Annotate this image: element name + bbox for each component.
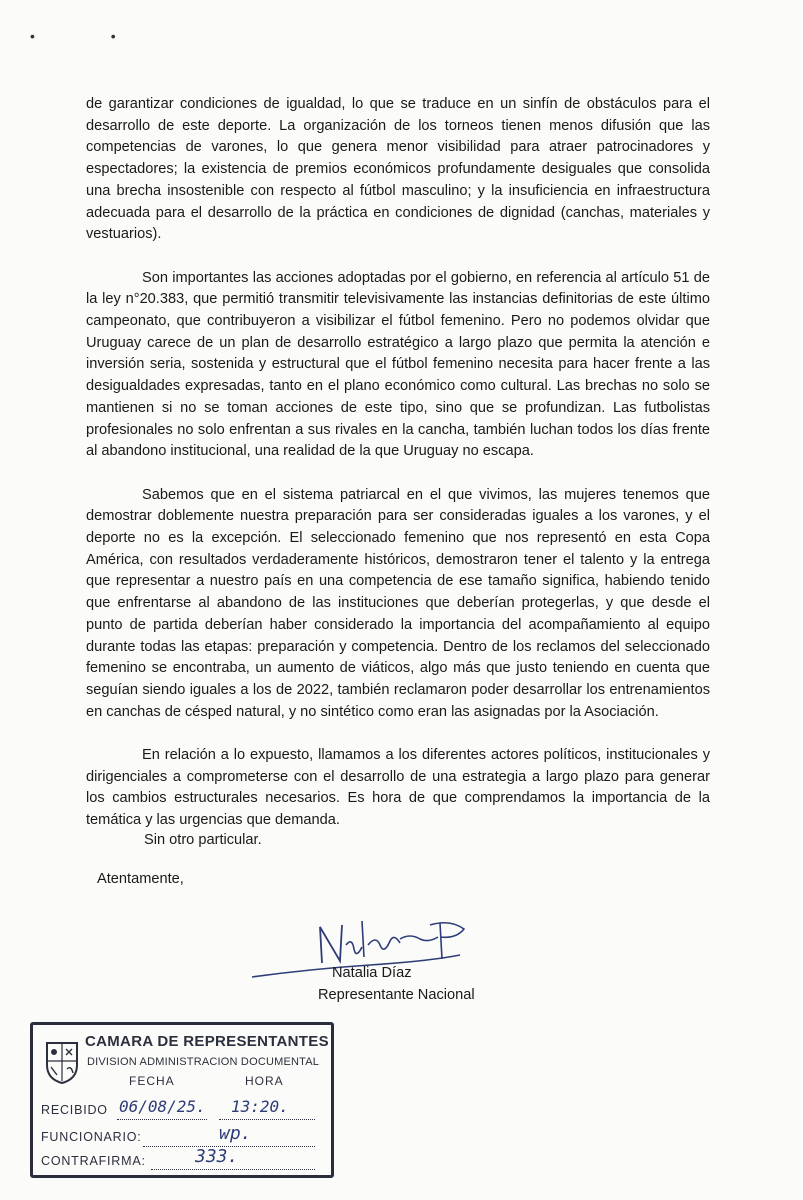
stamp-funcionario-label: FUNCIONARIO:: [41, 1130, 142, 1144]
stamp-recibido-label: RECIBIDO: [41, 1103, 108, 1117]
paragraph-4: En relación a lo expuesto, llamamos a los diferentes actores políticos, institucionales y dirigenciales a comprometerse con el desarrollo de una estrategia a largo plazo para generar los cambios estructurales necesarios. Es hora de que comprendamos la importancia de la temática y las urgencias que demanda.: [86, 747, 710, 829]
seal-icon: [41, 1037, 83, 1085]
letter-body: [86, 94, 710, 854]
stamp-fecha-label: FECHA: [129, 1074, 175, 1088]
stamp-contrafirma-label: CONTRAFIRMA:: [41, 1154, 146, 1168]
scan-artifact-dots: • •: [30, 28, 152, 44]
stamp-fecha-line: [117, 1119, 207, 1120]
stamp-fecha-value: 06/08/25.: [119, 1097, 206, 1116]
reception-stamp: [30, 1022, 334, 1178]
paragraph-1: de garantizar condiciones de igualdad, lo que se traduce en un sinfín de obstáculos para el desarrollo de este deporte. La organización de los torneos tienen menos difusión que las competencias de varones, lo que genera menor visibilidad para atraer patrocinadores y espectadores; la existencia de premios económicos profundamente desiguales que consolida una brecha insostenible con respecto al fútbol masculino; y la insuficiencia en infraestructura adecuada para el desarrollo de la práctica en condiciones de dignidad (canchas, materiales y vestuarios).: [86, 96, 710, 243]
stamp-hora-label: HORA: [245, 1074, 284, 1088]
signer-role: Representante Nacional: [318, 987, 475, 1003]
stamp-contrafirma-value: 333.: [195, 1146, 239, 1167]
stamp-funcionario-value: wp.: [219, 1123, 252, 1144]
paragraph-2: Son importantes las acciones adoptadas por el gobierno, en referencia al artículo 51 de la ley n°20.383, que permitió transmitir televisivamente las instancias definitorias de este último campeonato, que contribuyeron a visibilizar el fútbol femenino. Pero no podemos olvidar que Uruguay carece de un plan de desarrollo estratégico a largo plazo que permita la atención e inversión seria, sostenida y estructural que el fútbol femenino necesita para hacer frente a las desigualdades expresadas, tanto en el plano económico como cultural. Las brechas no solo se mantienen si no se toman acciones de este tipo, sino que se profundizan. Las futbolistas profesionales no solo enfrentan a sus rivales en la cancha, también luchan todos los días frente al abandono institucional, una realidad de la que Uruguay no escapa.: [86, 269, 710, 460]
paragraph-3: Sabemos que en el sistema patriarcal en el que vivimos, las mujeres tenemos que demostrar doblemente nuestra preparación para ser consideradas iguales a los varones, y el deporte no es la excepción. El seleccionado femenino que nos representó en esta Copa América, con resultados verdaderamente históricos, demostraron tener el talento y la entrega que representar a nuestro país en una competencia de ese tamaño significa, habiendo tenido que enfrentarse al abandono de las instituciones que deberían protegerlas, y que desde el punto de partida deberían haber considerado la importancia del acompañamiento al equipo durante todas las etapas: preparación y competencia. Dentro de los reclamos del seleccionado femenino se encontraba, un aumento de viáticos, algo más que justo teniendo en cuenta que seguían siendo iguales a los de 2022, también reclamaron poder desarrollar los entrenamientos en canchas de césped natural, y no sintético como eran las asignadas por la Asociación.: [86, 486, 710, 720]
regards-line: Atentamente,: [97, 871, 184, 887]
signer-name: Natalia Díaz: [332, 965, 412, 981]
stamp-division: DIVISION ADMINISTRACION DOCUMENTAL: [87, 1056, 320, 1068]
stamp-contrafirma-line: [151, 1169, 315, 1170]
stamp-title: CAMARA DE REPRESENTANTES: [85, 1033, 329, 1050]
stamp-hora-value: 13:20.: [231, 1097, 289, 1116]
closing-line: Sin otro particular.: [144, 832, 262, 848]
stamp-hora-line: [219, 1119, 315, 1120]
